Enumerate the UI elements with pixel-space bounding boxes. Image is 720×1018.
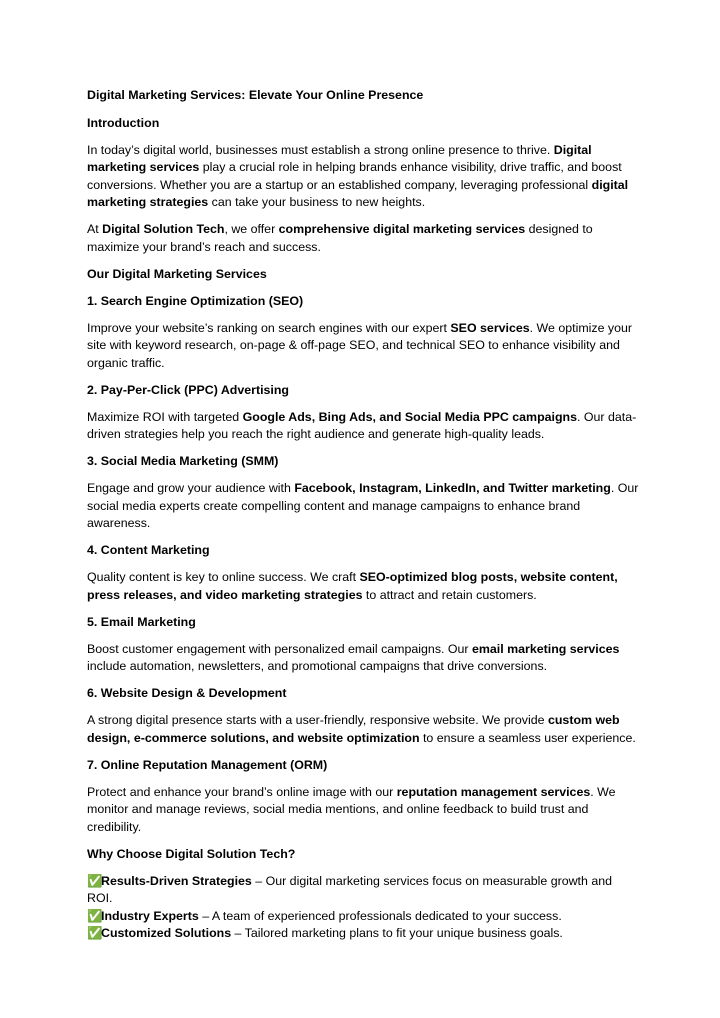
service-heading-email: 5. Email Marketing <box>87 614 196 629</box>
service-paragraph-content: Quality content is key to online success. We craft SEO-optimized blog posts, website content, press releases, and video marketing strategies to attract and retain customers. <box>87 570 618 602</box>
service-paragraph-email: Boost customer engagement with personalized email campaigns. Our email marketing services include automation, newsletters, and promotional campaigns that drive conversions. <box>87 641 620 673</box>
service-heading-orm: 7. Online Reputation Management (ORM) <box>87 757 328 772</box>
document-title: Digital Marketing Services: Elevate Your Online Presence <box>87 88 424 102</box>
service-heading-web: 6. Website Design & Development <box>87 686 287 700</box>
intro-heading: Introduction <box>87 115 160 130</box>
service-paragraph-orm: Protect and enhance your brand’s online image with our reputation management services. We monitor and manage reviews, social media mentions, and online feedback to build trust and credibility. <box>87 784 616 834</box>
checkmark-icon: ✅ <box>87 873 103 888</box>
why-list <box>87 873 640 943</box>
service-heading-seo: 1. Search Engine Optimization (SEO) <box>87 293 304 308</box>
service-heading-smm: 3. Social Media Marketing (SMM) <box>87 454 279 468</box>
service-paragraph-web: A strong digital presence starts with a user-friendly, responsive website. We provide custom web design, e-commerce solutions, and website optimization to ensure a seamless user experience. <box>87 713 636 745</box>
service-heading-ppc: 2. Pay-Per-Click (PPC) Advertising <box>87 382 289 397</box>
service-paragraph-smm: Engage and grow your audience with Facebook, Instagram, LinkedIn, and Twitter marketing. Our social media experts create compelling content and manage campaigns to enhance brand awareness. <box>87 481 639 530</box>
list-item: ✅Results-Driven Strategies – Our digital marketing services focus on measurable growth and ROI. <box>87 873 613 905</box>
service-heading-content: 4. Content Marketing <box>87 543 210 557</box>
list-item: ✅Industry Experts – A team of experienced professionals dedicated to your success. <box>87 908 640 926</box>
list-item: ✅Customized Solutions – Tailored marketing plans to fit your unique business goals. <box>87 925 640 943</box>
checkmark-icon: ✅ <box>87 908 103 923</box>
services-heading: Our Digital Marketing Services <box>87 266 267 281</box>
service-paragraph-ppc: Maximize ROI with targeted Google Ads, Bing Ads, and Social Media PPC campaigns. Our data-driven strategies help you reach the right audience and generate high-quality leads. <box>87 409 637 441</box>
intro-paragraph-1: In today’s digital world, businesses must establish a strong online presence to thrive. Digital marketing services play a crucial role in helping brands enhance visibility, drive traffic, and boost conversions. Whether you are a startup or an established company, leveraging professional digital marketing strategies can take your business to new heights. <box>87 142 629 209</box>
service-paragraph-seo: Improve your website’s ranking on search engines with our expert SEO services. We optimize your site with keyword research, on-page & off-page SEO, and technical SEO to enhance visibility and organic traffic. <box>87 320 633 370</box>
checkmark-icon: ✅ <box>87 926 103 940</box>
intro-paragraph-2: At Digital Solution Tech, we offer comprehensive digital marketing services designed to maximize your brand’s reach and success. <box>87 222 593 254</box>
why-heading: Why Choose Digital Solution Tech? <box>87 846 296 861</box>
